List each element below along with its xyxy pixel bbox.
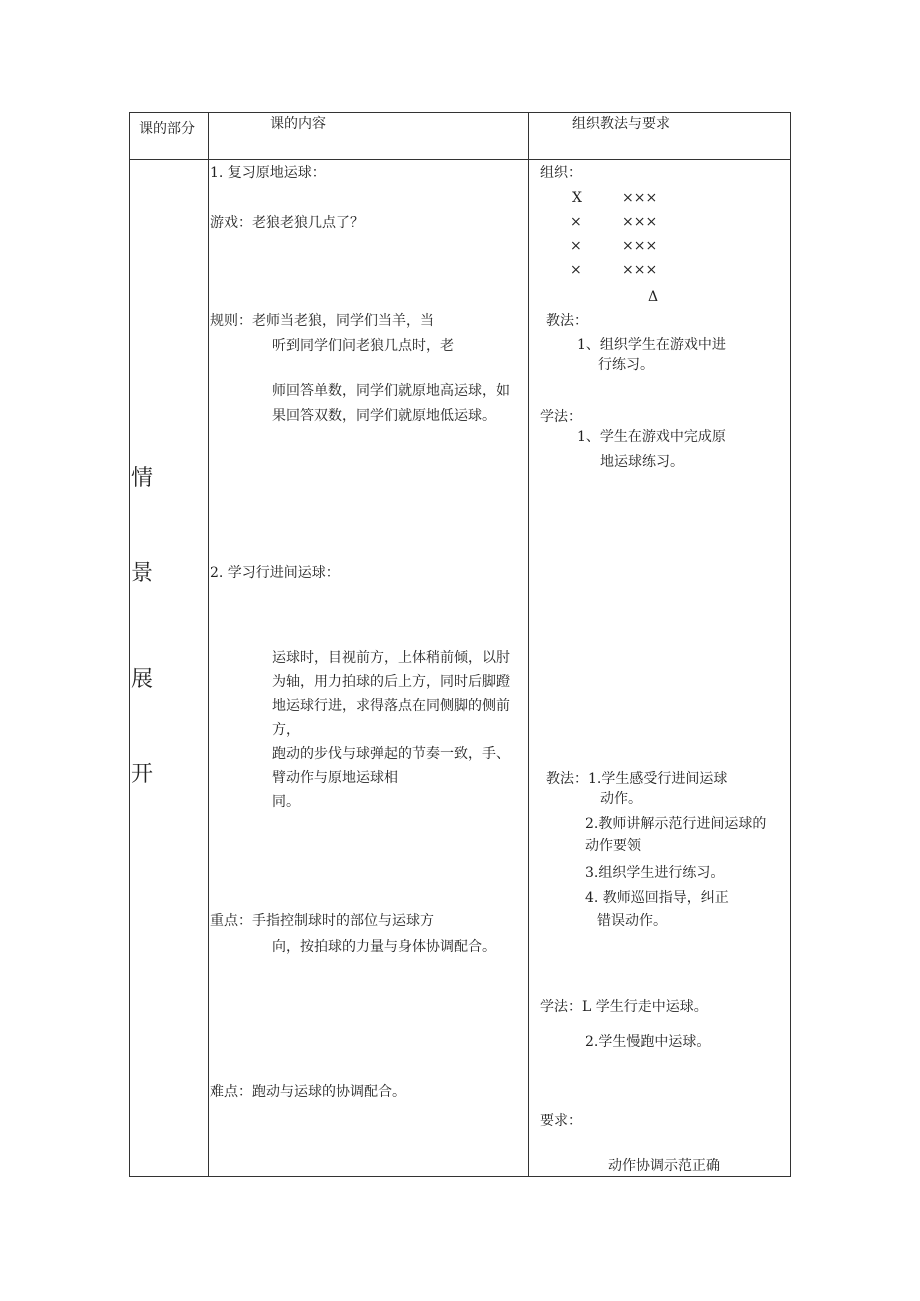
rules-line-2: 听到同学们问老狼几点时，老 xyxy=(272,338,454,354)
teaching-method-2-line-6: 4. 教师巡回指导，纠正 xyxy=(585,890,729,906)
learning-method-2-line-2: 2.学生慢跑中运球。 xyxy=(585,1034,711,1050)
table-border-right xyxy=(790,112,791,1177)
teaching-method-2-line-5: 3.组织学生进行练习。 xyxy=(585,865,725,881)
teacher-mark: Δ xyxy=(648,289,659,305)
item2-title: 2. 学习行进间运球： xyxy=(210,565,340,581)
technique-line-6: 臂动作与原地运球相 xyxy=(272,770,398,786)
formation-right-1: ××× xyxy=(622,190,658,206)
table-border-left xyxy=(129,112,130,1177)
teaching-method-1-line-2: 行练习。 xyxy=(598,357,654,373)
org-label: 组织： xyxy=(540,165,582,181)
header-divider xyxy=(129,159,791,160)
technique-line-3: 地运球行进，求得落点在同侧脚的侧前 xyxy=(272,698,510,714)
formation-right-2: ××× xyxy=(622,214,658,230)
rules-line-4: 果回答双数，同学们就原地低运球。 xyxy=(272,408,496,424)
key-point-line-2: 向，按拍球的力量与身体协调配合。 xyxy=(272,939,496,955)
learning-method-1-line-2: 地运球练习。 xyxy=(600,454,684,470)
formation-right-3: ××× xyxy=(622,238,658,254)
section-label-char-2: 景 xyxy=(131,561,154,586)
learning-method-1-line-1: 1、学生在游戏中完成原 xyxy=(577,429,726,445)
technique-line-7: 同。 xyxy=(272,794,300,810)
difficulty: 难点：跑动与运球的协调配合。 xyxy=(210,1084,406,1100)
item1-title: 1. 复习原地运球： xyxy=(210,165,326,181)
key-point-line-1: 重点：手指控制球时的部位与运球方 xyxy=(210,913,434,929)
section-label-char-4: 开 xyxy=(131,762,154,787)
header-part: 课的部分 xyxy=(139,121,195,137)
technique-line-4: 方， xyxy=(272,722,300,738)
teaching-method-2-line-4: 动作要领 xyxy=(585,838,641,854)
teaching-method-2-line-2: 动作。 xyxy=(600,791,642,807)
column-divider-1 xyxy=(208,112,209,1177)
section-label-char-3: 展 xyxy=(131,667,154,692)
table-border-bottom xyxy=(129,1176,791,1177)
technique-line-2: 为轴，用力拍球的后上方，同时后脚蹬 xyxy=(272,674,510,690)
teaching-method-1-line-1: 1、组织学生在游戏中进 xyxy=(577,337,726,353)
requirement-label: 要求： xyxy=(540,1113,582,1129)
formation-left-4: × xyxy=(570,262,582,278)
teaching-method-2-line-3: 2.教师讲解示范行进间运球的 xyxy=(585,816,767,832)
section-label-char-1: 情 xyxy=(131,466,154,491)
technique-line-5: 跑动的步伐与球弹起的节奏一致，手、 xyxy=(272,746,510,762)
header-organization: 组织教法与要求 xyxy=(572,116,670,132)
technique-line-1: 运球时，目视前方，上体稍前倾，以肘 xyxy=(272,650,510,666)
formation-left-1: X xyxy=(572,190,582,206)
learning-method-1-label: 学法： xyxy=(540,409,582,425)
table-border-top xyxy=(129,112,791,113)
column-divider-2 xyxy=(528,112,529,1177)
learning-method-2-line-1: 学法：L 学生行走中运球。 xyxy=(540,999,708,1015)
formation-right-4: ××× xyxy=(622,262,658,278)
teaching-method-2-line-7: 错误动作。 xyxy=(597,913,667,929)
formation-left-2: × xyxy=(570,214,582,230)
rules-line-3: 师回答单数，同学们就原地高运球，如 xyxy=(272,383,510,399)
formation-left-3: × xyxy=(570,238,582,254)
rules-line-1: 规则：老师当老狼，同学们当羊，当 xyxy=(210,313,434,329)
game-title: 游戏：老狼老狼几点了？ xyxy=(210,215,364,231)
teaching-method-2-line-1: 教法：1.学生感受行进间运球 xyxy=(546,771,728,787)
teaching-method-1-label: 教法： xyxy=(546,313,588,329)
header-content: 课的内容 xyxy=(270,116,326,132)
requirement-text: 动作协调示范正确 xyxy=(608,1158,720,1174)
